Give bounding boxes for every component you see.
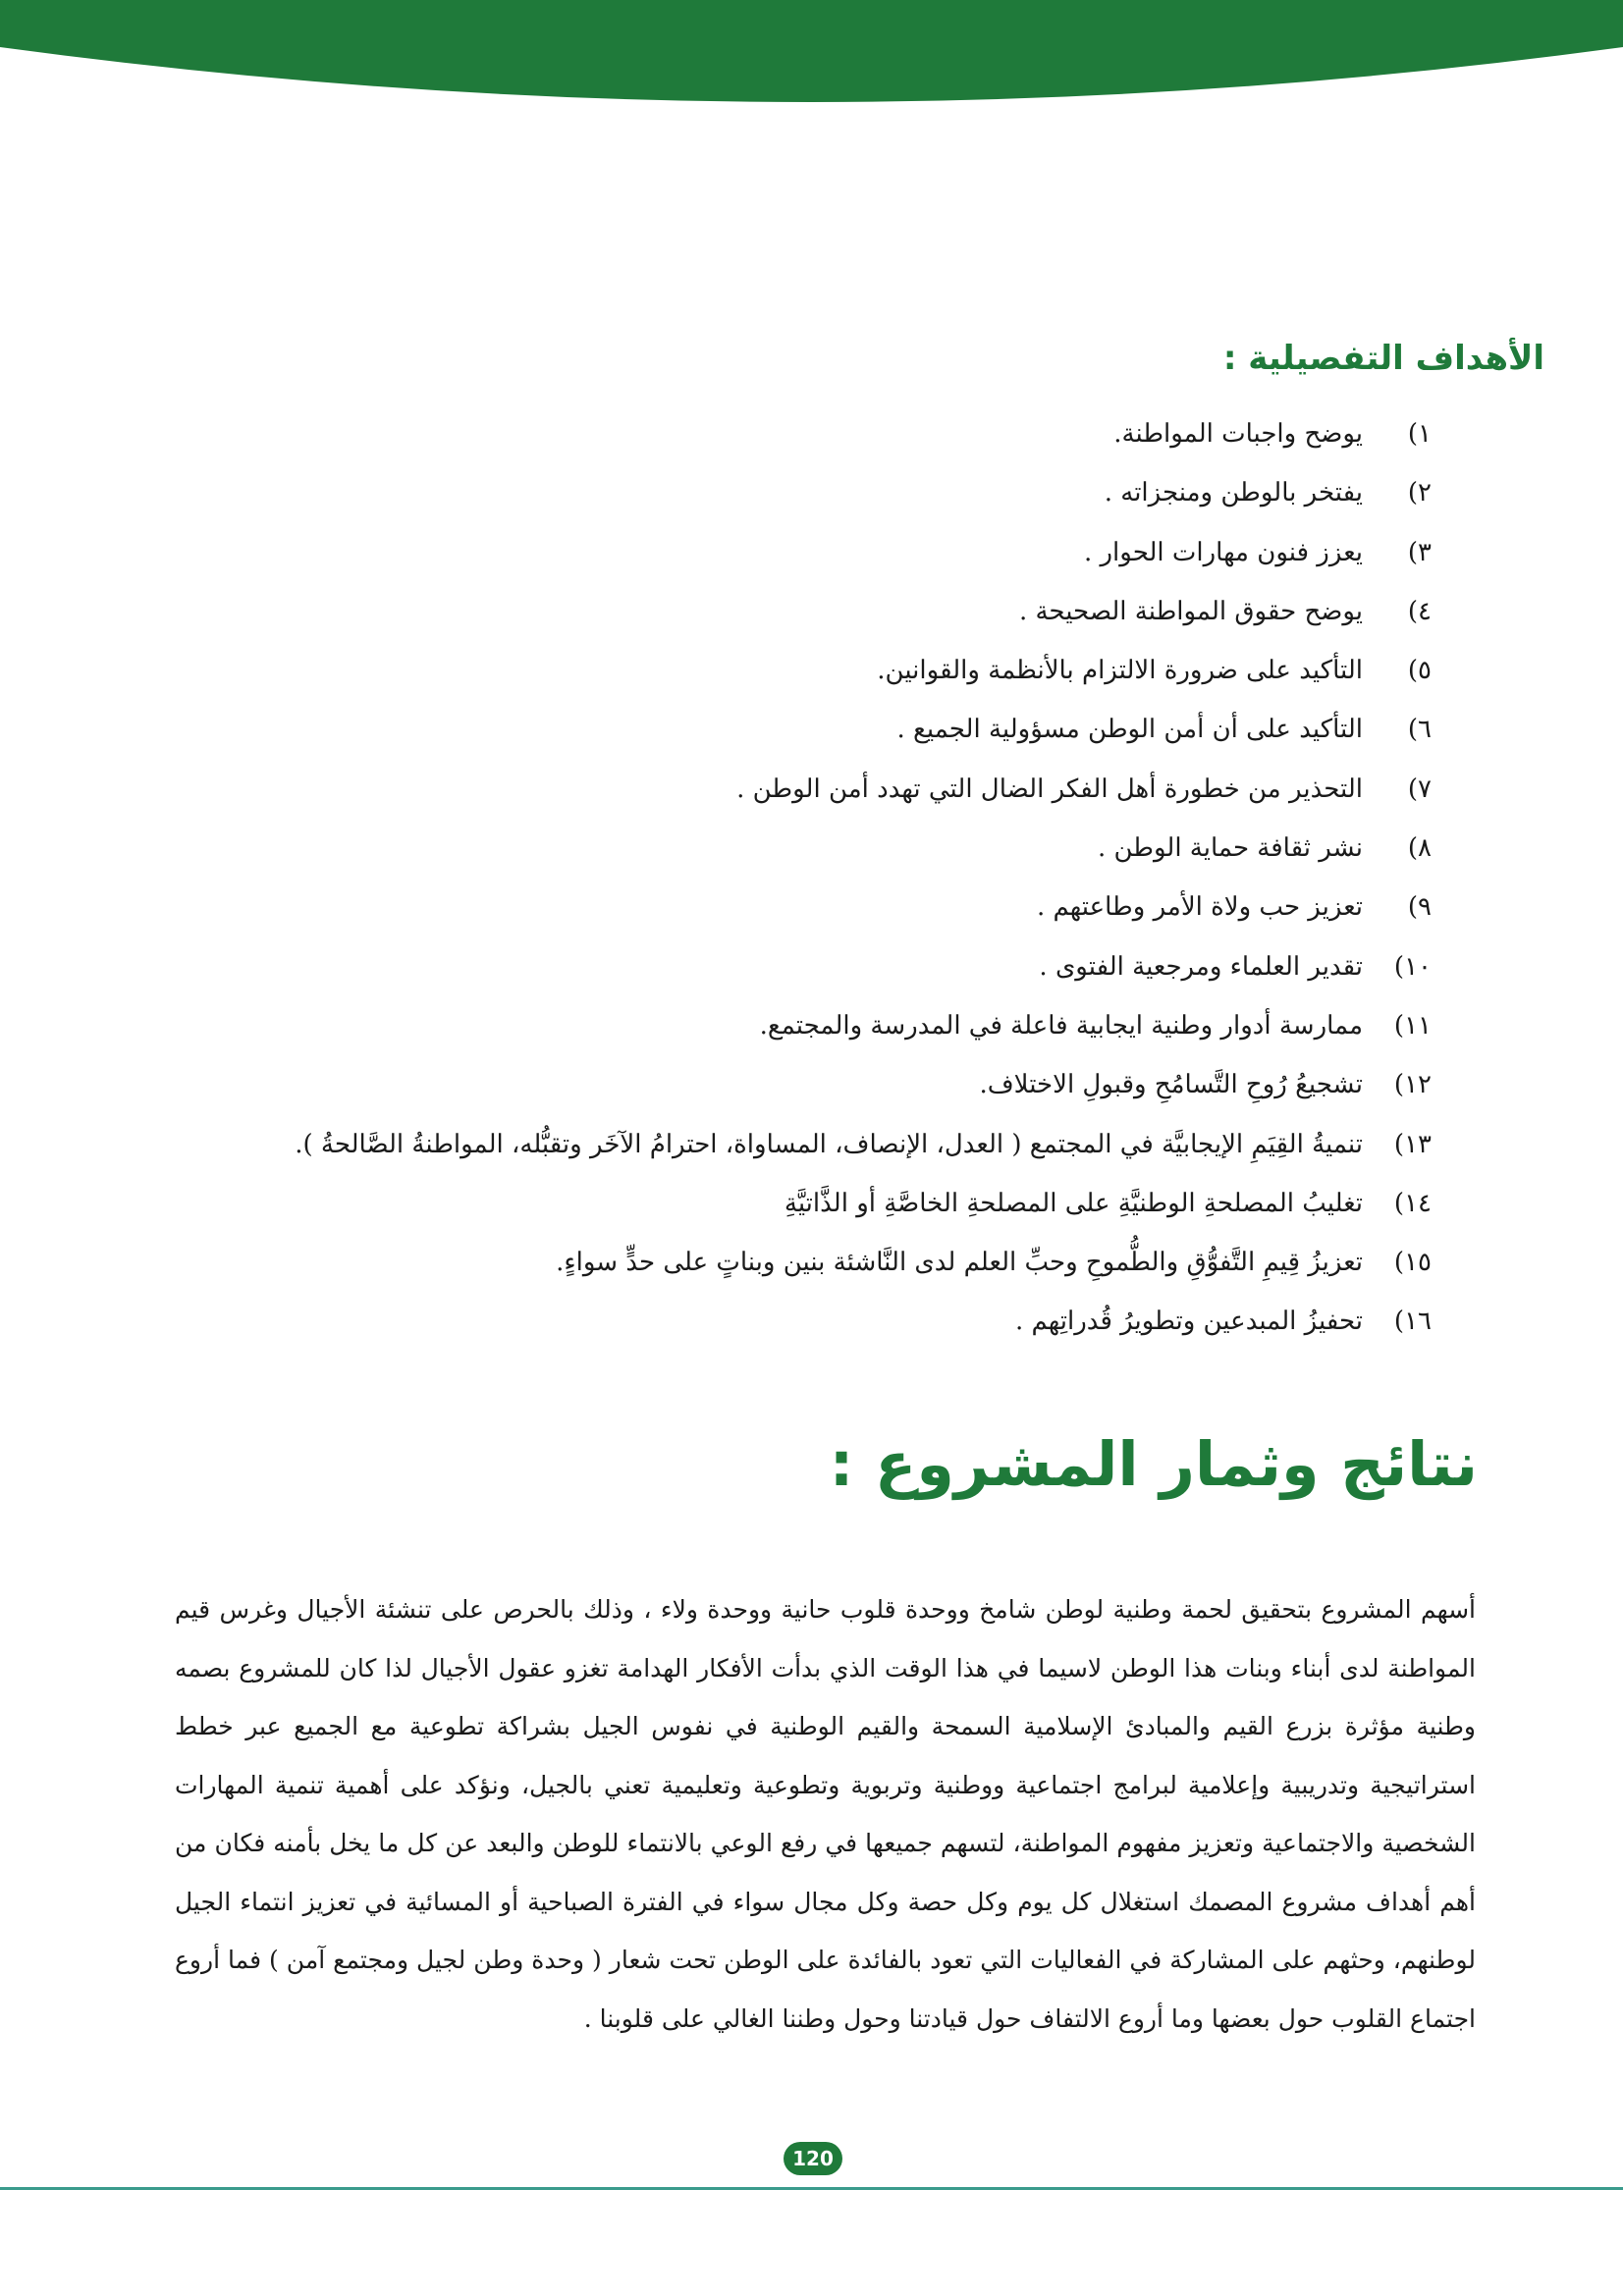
bottom-divider	[0, 2187, 1623, 2190]
objective-number: ١١)	[1393, 1010, 1432, 1041]
objective-number: ٢)	[1407, 478, 1432, 508]
top-banner	[0, 0, 1623, 108]
objective-number: ٥)	[1407, 656, 1432, 686]
objective-item	[57, 588, 1432, 647]
objective-number: ١٣)	[1393, 1129, 1432, 1159]
results-title: نتائج وثمار المشروع :	[829, 1428, 1478, 1500]
objective-text: يوضح واجبات المواطنة.	[1113, 419, 1363, 449]
objectives-list	[57, 410, 1432, 1358]
objective-item	[57, 529, 1432, 588]
objective-item	[57, 1121, 1432, 1180]
objective-number: ٩)	[1407, 892, 1432, 923]
objective-text: نشر ثقافة حماية الوطن .	[1097, 833, 1363, 864]
objective-number: ٨)	[1407, 833, 1432, 864]
objective-item	[57, 469, 1432, 528]
objective-text: التأكيد على أن أمن الوطن مسؤولية الجميع .	[896, 715, 1363, 745]
objective-number: ٤)	[1407, 596, 1432, 626]
objective-text: تشجيعُ رُوحِ التَّسامُحِ وقبولِ الاختلاف.	[979, 1070, 1363, 1100]
objective-number: ٦)	[1407, 715, 1432, 745]
objective-text: تغليبُ المصلحةِ الوطنيَّةِ على المصلحةِ الخاصَّةِ أو الذَّاتيَّةِ	[784, 1188, 1363, 1218]
objective-item	[57, 825, 1432, 883]
objective-item	[57, 943, 1432, 1002]
objective-item	[57, 883, 1432, 942]
objective-text: تقدير العلماء ومرجعية الفتوى .	[1039, 951, 1363, 982]
objective-item	[57, 706, 1432, 765]
objective-number: ١٤)	[1393, 1188, 1432, 1218]
objective-text: يفتخر بالوطن ومنجزاته .	[1104, 478, 1363, 508]
objective-item	[57, 1180, 1432, 1239]
objective-number: ٣)	[1407, 537, 1432, 567]
page-number-badge: 120	[784, 2142, 842, 2175]
objective-number: ١٢)	[1393, 1070, 1432, 1100]
objective-number: ١٥)	[1393, 1248, 1432, 1278]
objective-item	[57, 1002, 1432, 1061]
objective-text: يعزز فنون مهارات الحوار .	[1083, 537, 1363, 567]
objective-number: ٧)	[1407, 774, 1432, 804]
objective-text: تعزيز حب ولاة الأمر وطاعتهم .	[1036, 892, 1363, 923]
objective-text: تنميةُ القِيَمِ الإيجابيَّة في المجتمع ( العدل، الإنصاف، المساواة، احترامُ الآخَر وتقبُّله، المواطنةُ الصَّالحةُ ).	[295, 1129, 1363, 1159]
top-banner-shape	[0, 0, 1623, 102]
objective-item	[57, 647, 1432, 706]
objectives-title: الأهداف التفصيلية :	[1222, 339, 1544, 378]
objective-text: يوضح حقوق المواطنة الصحيحة .	[1018, 596, 1363, 626]
objective-number: ١)	[1407, 419, 1432, 449]
objective-text: تعزيزُ قِيمِ التَّفوُّقِ والطُّموحِ وحبِّ العلم لدى النَّاشئة بنين وبناتٍ على حدٍّ سواءٍ.	[556, 1248, 1363, 1278]
objective-item	[57, 1298, 1432, 1357]
objective-item	[57, 1061, 1432, 1120]
objective-number: ١٦)	[1393, 1307, 1432, 1337]
objective-text: التأكيد على ضرورة الالتزام بالأنظمة والقوانين.	[877, 656, 1363, 686]
objective-item	[57, 410, 1432, 469]
objective-number: ١٠)	[1393, 951, 1432, 982]
objective-item	[57, 766, 1432, 825]
results-paragraph: أسهم المشروع بتحقيق لحمة وطنية لوطن شامخ ووحدة قلوب حانية ووحدة ولاء ، وذلك بالحرص على تنشئة الأجيال وغرس قيم المواطنة لدى أبناء وبنات هذا الوطن لاسيما في هذا الوقت الذي بدأت الأفكار الهدامة تغزو عقول الأجيال لذا كان للمشروع بصمه وطنية مؤثرة بزرع القيم والمبادئ الإسلامية السمحة والقيم الوطنية في نفوس الجيل بشراكة تطوعية مع الجميع عبر خطط استراتيجية وتدريبية وإعلامية لبرامج اجتماعية ووطنية وتربوية وتطوعية وتعليمية تعني بالجيل، ونؤكد على أهمية تنمية المهارات الشخصية والاجتماعية وتعزيز مفهوم المواطنة، لتسهم جميعها في رفع الوعي بالانتماء للوطن والبعد عن كل ما يخل بأمنه فكان من أهم أهداف مشروع المصمك استغلال كل يوم وكل حصة وكل مجال سواء في الفترة الصباحية أو المسائية في تعزيز انتماء الجيل لوطنهم، وحثهم على المشاركة في الفعاليات التي تعود بالفائدة على الوطن تحت شعار ( وحدة وطن لجيل ومجتمع آمن ) فما أروع اجتماع القلوب حول بعضها وما أروع الالتفاف حول قيادتنا وحول وطننا الغالي على قلوبنا .	[175, 1595, 1476, 2033]
objective-item	[57, 1239, 1432, 1298]
objective-text: تحفيزُ المبدعين وتطويرُ قُدراتِهم .	[1014, 1307, 1363, 1337]
objective-text: ممارسة أدوار وطنية ايجابية فاعلة في المدرسة والمجتمع.	[759, 1010, 1363, 1041]
objective-text: التحذير من خطورة أهل الفكر الضال التي تهدد أمن الوطن .	[736, 774, 1363, 804]
